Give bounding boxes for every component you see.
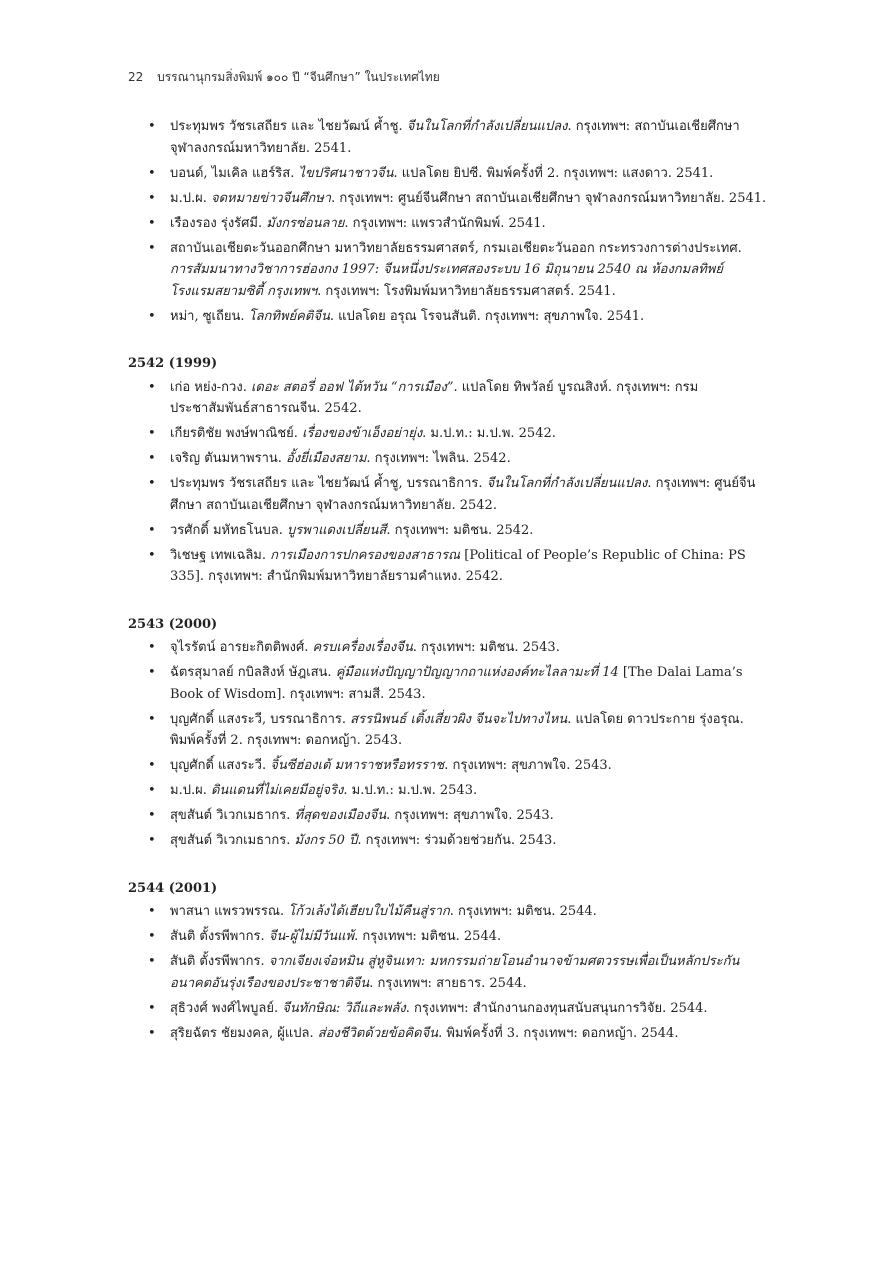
entry-title: มังกรซ่อนลาย (266, 215, 345, 231)
bibliography-entry (128, 520, 768, 542)
entry-author: บอนด์, ไมเคิล แฮร์ริส. (170, 165, 299, 181)
entry-publication: [The Dalai Lama’s Book of Wisdom]. กรุงเทพฯ: สามสี. 2543. (170, 665, 743, 702)
bullet-icon: • (148, 308, 156, 324)
bullet-icon: • (148, 1000, 156, 1016)
entry-author: สุขสันต์ วิเวกเมธากร. (170, 808, 295, 823)
entry-author: เจริญ ตันมหาพราน. (170, 451, 287, 466)
entry-list (128, 116, 768, 327)
entry-publication: . กรุงเทพฯ: โรงพิมพ์มหาวิทยาลัยธรรมศาสตร์. 2541. (317, 283, 616, 299)
bibliography-entry (128, 448, 768, 470)
bullet-icon: • (148, 119, 156, 134)
entry-title: คู่มือแห่งปัญญาปัญญากถาแห่งองค์ทะไลลามะที่ 14 (335, 665, 619, 680)
bibliography-entry (128, 213, 768, 235)
entry-author: พาสนา แพรวพรรณ. (170, 904, 289, 919)
bullet-icon: • (148, 640, 156, 655)
entry-publication: . กรุงเทพฯ: สายธาร. 2544. (369, 975, 527, 991)
bullet-icon: • (148, 215, 156, 231)
entry-title: เรื่องของข้าเอ็งอย่ายุ่ง (302, 426, 423, 441)
bibliography-entry (128, 116, 768, 159)
entry-title: โลกทิพย์คติจีน (248, 308, 330, 324)
entry-author: สถาบันเอเชียตะวันออกศึกษา มหาวิทยาลัยธรรมศาสตร์, กรมเอเชียตะวันออก กระทรวงการต่างประเทศ. (170, 240, 742, 256)
entry-title: จีนทักษิณ: วิถีและพลัง (282, 1000, 406, 1016)
entry-publication: . กรุงเทพฯ: มติชน. 2544. (354, 929, 502, 944)
entry-publication: . กรุงเทพฯ: สุขภาพใจ. 2543. (444, 758, 612, 773)
entry-publication: . กรุงเทพฯ: สำนักงานกองทุนสนับสนุนการวิจัย. 2544. (405, 1000, 708, 1016)
bullet-icon: • (148, 240, 156, 256)
bullet-icon: • (148, 758, 156, 773)
year-section (128, 614, 768, 852)
entry-author: สันติ ตั้งรพีพากร. (170, 954, 269, 969)
entry-publication: . กรุงเทพฯ: มติชน. 2543. (412, 640, 560, 655)
bullet-icon: • (148, 833, 156, 848)
bibliography-entry (128, 926, 768, 948)
bibliography-entry (128, 998, 768, 1020)
bullet-icon: • (148, 451, 156, 466)
entry-publication: . กรุงเทพฯ: สถาบันเอเชียศึกษา จุฬาลงกรณ์มหาวิทยาลัย. 2541. (170, 119, 740, 156)
entry-publication: [Political of People’s Republic of China: PS 335]. กรุงเทพฯ: สำนักพิมพ์มหาวิทยาลัยรามคำแหง. 2542. (170, 547, 746, 584)
bullet-icon: • (148, 547, 156, 563)
bullet-icon: • (148, 1025, 156, 1041)
bullet-icon: • (148, 711, 156, 727)
entry-title: การสัมมนาทางวิชาการฮ่องกง 1997: จีนหนึ่งประเทศสองระบบ 16 มิถุนายน 2540 ณ ห้องกมลทิพย์ โรงแรมสยามซิตี้ กรุงเทพฯ (170, 262, 723, 299)
entry-title: ไขปริศนาชาวจีน (298, 165, 394, 181)
bibliography-entry (128, 545, 768, 588)
bullet-icon: • (148, 808, 156, 823)
entry-title: จิ้นซีฮ่องเต้ มหาราชหรือทรราช (270, 758, 445, 773)
entry-title: โก้วเล้งได้เฮียบใบไม้คืนสู่ราก (288, 904, 450, 919)
bibliography-entry (128, 755, 768, 777)
bullet-icon: • (148, 165, 156, 181)
bullet-icon: • (148, 190, 156, 206)
bibliography-entry (128, 709, 768, 752)
bullet-icon: • (148, 929, 156, 944)
entry-publication: . กรุงเทพฯ: แพรวสำนักพิมพ์. 2541. (344, 215, 546, 231)
entry-title: ส่องชีวิตด้วยข้อคิดจีน (317, 1025, 439, 1041)
entry-title: มังกร 50 ปี (294, 833, 358, 848)
entry-author: บุญศักดิ์ แสงระวี. (170, 758, 271, 773)
bullet-icon: • (148, 522, 156, 538)
entry-author: ประทุมพร วัชรเสถียร และ ไชยวัฒน์ ค้ำชู, บรรณาธิการ. (170, 476, 487, 491)
entry-publication: . แปลโดย ดาวประกาย รุ่งอรุณ. พิมพ์ครั้งที่ 2. กรุงเทพฯ: ดอกหญ้า. 2543. (170, 711, 744, 748)
page-number: 22 (128, 70, 144, 84)
bibliography-entry (128, 805, 768, 827)
entry-title: ที่สุดของเมืองจีน (294, 808, 387, 823)
entry-publication: . กรุงเทพฯ: ร่วมด้วยช่วยกัน. 2543. (357, 833, 557, 848)
entry-title: จีนในโลกที่กำลังเปลี่ยนแปลง (486, 476, 648, 491)
bibliography-entry (128, 780, 768, 802)
year-heading: 2542 (1999) (128, 356, 218, 371)
bullet-icon: • (148, 783, 156, 798)
entry-author: วรศักดิ์ มหัทธโนบล. (170, 522, 287, 538)
bibliography-entry (128, 423, 768, 445)
bibliography-entry (128, 163, 768, 185)
bullet-icon: • (148, 476, 156, 491)
entry-title: จีนในโลกที่กำลังเปลี่ยนแปลง (406, 119, 568, 134)
year-heading: 2543 (2000) (128, 616, 218, 632)
year-heading: 2544 (2001) (128, 880, 218, 896)
entry-title: การเมืองการปกครองของสาธารณ (270, 547, 461, 563)
entry-author: วิเชษฐ เทพเฉลิม. (170, 547, 271, 563)
entry-author: จุไรรัตน์ อารยะกิตติพงศ์. (170, 640, 313, 655)
entry-title: ดินแดนที่ไม่เคยมีอยู่จริง (210, 783, 344, 798)
entry-author: สันติ ตั้งรพีพากร. (170, 929, 269, 944)
entry-list (128, 901, 768, 1044)
entry-publication: . ม.ป.ท.: ม.ป.พ. 2543. (343, 783, 478, 798)
entry-publication: . ม.ป.ท.: ม.ป.พ. 2542. (422, 426, 556, 441)
entry-publication: . แปลโดย ทิพวัลย์ บูรณสิงห์. กรุงเทพฯ: กรมประชาสัมพันธ์สาธารณจีน. 2542. (170, 379, 699, 416)
bibliography-entry (128, 637, 768, 659)
year-section (128, 353, 768, 588)
entry-publication: . กรุงเทพฯ: สุขภาพใจ. 2543. (386, 808, 554, 823)
entry-publication: . พิมพ์ครั้งที่ 3. กรุงเทพฯ: ดอกหญ้า. 2544. (438, 1025, 679, 1041)
entry-title: จดหมายข่าวจีนศึกษา (210, 190, 332, 206)
bibliography-entry (128, 951, 768, 994)
entry-author: สุริยฉัตร ชัยมงคล, ผู้แปล. (170, 1025, 318, 1041)
year-section (128, 116, 768, 327)
entry-publication: . กรุงเทพฯ: มติชน. 2544. (449, 904, 597, 919)
entry-author: ฉัตรสุมาลย์ กบิลสิงห์ ษัฎเสน. (170, 665, 336, 680)
entry-title: จากเจียงเจ๋อหมิน สู่หูจินเทา: มหกรรมถ่ายโอนอำนาจข้ามศตวรรษเพื่อเป็นหลักประกันอนาคตอันรุ่งเรืองของประชาชาติจีน (170, 954, 740, 991)
year-section (128, 878, 768, 1045)
bibliography-entry (128, 306, 768, 328)
bullet-icon: • (148, 954, 156, 969)
entry-author: บุญศักดิ์ แสงระวี, บรรณาธิการ. (170, 711, 351, 727)
bibliography-entry (128, 662, 768, 705)
entry-title: อั้งยี่เมืองสยาม (286, 451, 367, 466)
entry-title: ครบเครื่องเรื่องจีน (312, 640, 413, 655)
entry-publication: . กรุงเทพฯ: ไพลิน. 2542. (366, 451, 511, 466)
bibliography-entry (128, 188, 768, 210)
entry-title: เดอะ สตอรี่ ออฟ ไต้หวัน “การเมือง” (250, 379, 454, 395)
entry-title: สรรนิพนธ์ เติ้งเสี่ยวผิง จีนจะไปทางไหน (350, 711, 568, 727)
entry-publication: . แปลโดย อรุณ โรจนสันติ. กรุงเทพฯ: สุขภาพใจ. 2541. (329, 308, 645, 324)
entry-author: หม่า, ซูเถียน. (170, 308, 249, 324)
bibliography-entry (128, 1023, 768, 1045)
entry-publication: . กรุงเทพฯ: ศูนย์จีนศึกษา สถาบันเอเชียศึกษา จุฬาลงกรณ์มหาวิทยาลัย. 2542. (170, 476, 756, 513)
bibliography-entry (128, 473, 768, 516)
bibliography-entry (128, 238, 768, 303)
entry-author: ม.ป.ผ. (170, 190, 211, 206)
running-title: บรรณานุกรมสิ่งพิมพ์ ๑๐๐ ปี “จีนศึกษา” ในประเทศไทย (157, 70, 440, 84)
entry-author: ม.ป.ผ. (170, 783, 211, 798)
entry-author: เกียรติชัย พงษ์พาณิชย์. (170, 426, 303, 441)
entry-publication: . กรุงเทพฯ: ศูนย์จีนศึกษา สถาบันเอเชียศึกษา จุฬาลงกรณ์มหาวิทยาลัย. 2541. (331, 190, 767, 206)
bibliography-content (128, 116, 768, 1070)
entry-title: จีน-ผู้ไม่มีวันแพ้ (268, 929, 355, 944)
entry-list (128, 637, 768, 852)
entry-publication: . กรุงเทพฯ: มติชน. 2542. (386, 522, 534, 538)
entry-title: บูรพาแดงเปลี่ยนสี (286, 522, 387, 538)
entry-author: สุธิวงศ์ พงศ์ไพบูลย์. (170, 1000, 283, 1016)
bibliography-entry (128, 830, 768, 852)
bibliography-entry (128, 901, 768, 923)
entry-publication: . แปลโดย ยิปซี. พิมพ์ครั้งที่ 2. กรุงเทพฯ: แสงดาว. 2541. (393, 165, 714, 181)
running-header (128, 68, 440, 87)
entry-author: สุขสันต์ วิเวกเมธากร. (170, 833, 295, 848)
entry-author: เรืองรอง รุ่งรัศมี. (170, 215, 267, 231)
bibliography-entry (128, 377, 768, 420)
entry-author: เก่อ หย่ง-กวง. (170, 379, 251, 395)
entry-list (128, 377, 768, 588)
bullet-icon: • (148, 665, 156, 680)
entry-author: ประทุมพร วัชรเสถียร และ ไชยวัฒน์ ค้ำชู. (170, 119, 407, 134)
bullet-icon: • (148, 426, 156, 441)
bullet-icon: • (148, 904, 156, 919)
bullet-icon: • (148, 379, 156, 395)
